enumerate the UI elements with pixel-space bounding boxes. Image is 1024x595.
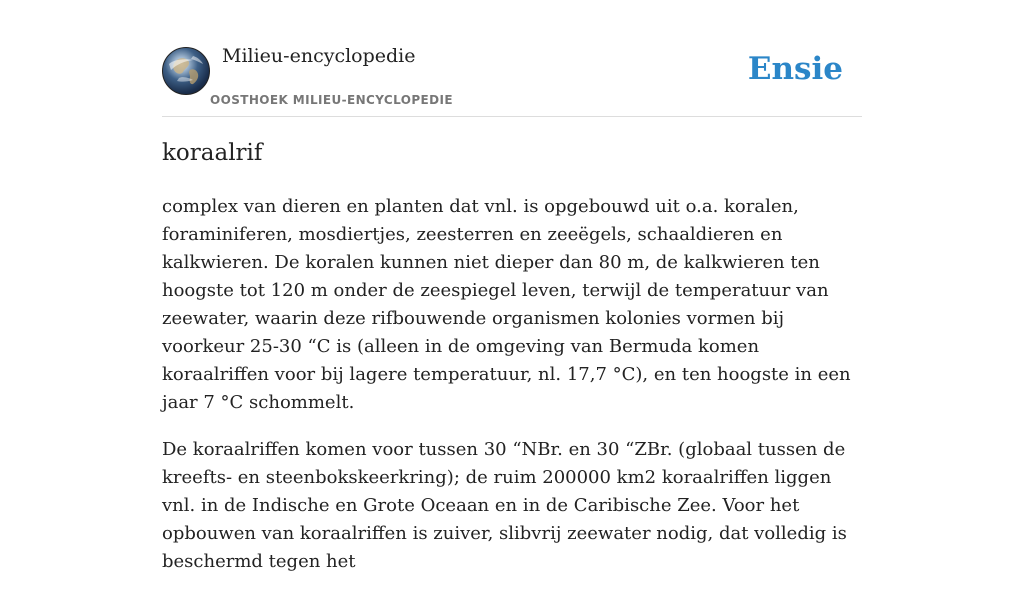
site-name-link[interactable]: Milieu-encyclopedie — [222, 45, 416, 67]
article-body — [162, 193, 862, 595]
source-name: OOSTHOEK MILIEU-ENCYCLOPEDIE — [210, 93, 453, 107]
article-title: koraalrif — [162, 140, 263, 166]
brand-logo-link[interactable]: Ensie — [747, 51, 843, 87]
article-paragraph: complex van dieren en planten dat vnl. is opgebouwd uit o.a. koralen, foraminiferen, mosdiertjes, zeesterren en zeeëgels, schaaldieren en kalkwieren. De koralen kunnen niet dieper dan 80 m, de kalkwieren ten hoogste tot 120 m onder de zeespiegel leven, terwijl de temperatuur van zeewater, waarin deze rifbouwende organismen kolonies vormen bij voorkeur 25-30 “C is (alleen in de omgeving van Bermuda komen koraalriffen voor bij lagere temperatuur, nl. 17,7 °C), en ten hoogste in een jaar 7 °C schommelt. — [162, 196, 851, 413]
earth-globe-icon[interactable] — [162, 47, 210, 95]
article-paragraph: De koraalriffen komen voor tussen 30 “NBr. en 30 “ZBr. (globaal tussen de kreefts- en steenbokskeerkring); de ruim 200000 km2 koraalriffen liggen vnl. in de Indische en Grote Oceaan en in de Caribische Zee. Voor het opbouwen van koraalriffen is zuiver, slibvrij zeewater nodig, dat volledig is beschermd tegen het — [162, 439, 847, 572]
site-header — [162, 0, 862, 117]
